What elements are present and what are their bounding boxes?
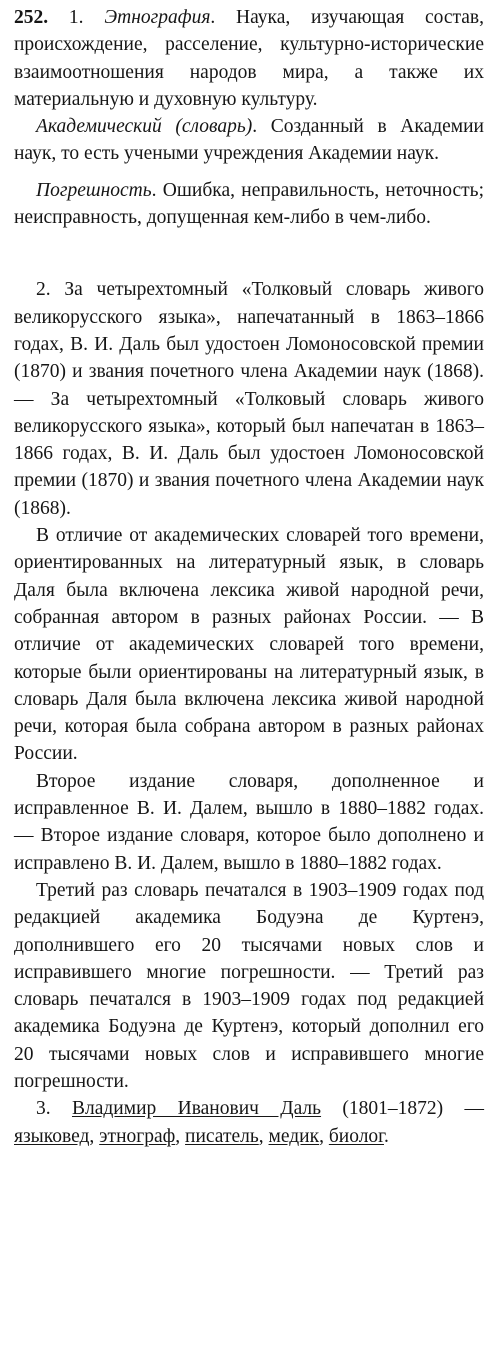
part2-paragraph-1: 2. За четырехтомный «Толковый словарь живого великорусского языка», напечатанный в 1863–1866 годах, В. И. Даль был удостоен Ломоносовской премии (1870) и звания почетного члена Академии наук (1868). — За четырехтомный «Толковый словарь живого великорусского языка», который был напечатан в 1863–1866 годах, В. И. Даль был удостоен Ломоносовской премии (1870) и звания почетного члена Академии наук (1868). bbox=[14, 279, 484, 519]
role-separator: , bbox=[89, 1125, 100, 1147]
role-linguist: языковед bbox=[14, 1125, 90, 1147]
role-physician: медик bbox=[268, 1125, 320, 1147]
part1-label: 1. bbox=[68, 7, 84, 28]
term-academic: Академический (словарь) bbox=[36, 116, 253, 138]
part1-entry-error bbox=[14, 177, 484, 232]
definition-error: . Ошибка, неправильность, неточность; неисправность, допущенная кем-либо в чем-либо. bbox=[14, 179, 484, 229]
role-ethnographer: этнограф bbox=[99, 1125, 176, 1147]
part3-paragraph bbox=[14, 1095, 484, 1150]
role-biologist: биолог bbox=[328, 1125, 384, 1147]
term-ethnography: Этнография bbox=[104, 7, 211, 28]
part2-paragraph-2: В отличие от академических словарей того времени, ориентированных на литературный язык, в словарь Даля была включена лексика живой народной речи, собранная автором в разных районах России. — В отличие от академических словарей того времени, которые были ориентированы на литературный язык, в словарь Даля была включена лексика живой народной речи, которая была собрана автором в разных районах России. bbox=[14, 525, 484, 765]
role-separator: , bbox=[319, 1125, 329, 1147]
term-error: Погрешность bbox=[36, 179, 152, 201]
part2-paragraph-3: Второе издание словаря, дополненное и исправленное В. И. Далем, вышло в 1880–1882 годах. — Второе издание словаря, которое было дополнено и исправлено В. И. Далем, вышло в 1880–1882 годах. bbox=[14, 770, 484, 874]
subject-years: (1801–1872) — bbox=[321, 1098, 484, 1120]
definition-academic: . Созданный в Академии наук, то есть учеными учреждения Академии наук. bbox=[14, 116, 484, 165]
part1-entry-ethnography bbox=[14, 4, 484, 113]
role-separator: , bbox=[175, 1125, 186, 1147]
sentence-end: . bbox=[383, 1125, 389, 1147]
part1-entry-academic bbox=[14, 113, 484, 168]
part3-label: 3. bbox=[36, 1098, 51, 1120]
role-separator: , bbox=[258, 1125, 269, 1147]
definition-ethnography: . Наука, изучающая состав, происхождение, расселение, культурно-исторические взаимоотношения народов мира, а также их материальную и духовную культуру. bbox=[14, 7, 485, 110]
subject-name: Владимир Иванович Даль bbox=[71, 1098, 322, 1120]
role-writer: писатель bbox=[185, 1125, 259, 1147]
part2-paragraph-4: Третий раз словарь печатался в 1903–1909 годах под редакцией академика Бодуэна де Куртенэ, дополнившего его 20 тысячами новых слов и исправившего многие погрешности. — Третий раз словарь печатался в 1903–1909 годах под редакцией академика Бодуэна де Куртенэ, который дополнил его 20 тысячами новых слов и исправившего многие погрешности. bbox=[14, 879, 484, 1092]
exercise-number: 252. bbox=[14, 7, 49, 28]
